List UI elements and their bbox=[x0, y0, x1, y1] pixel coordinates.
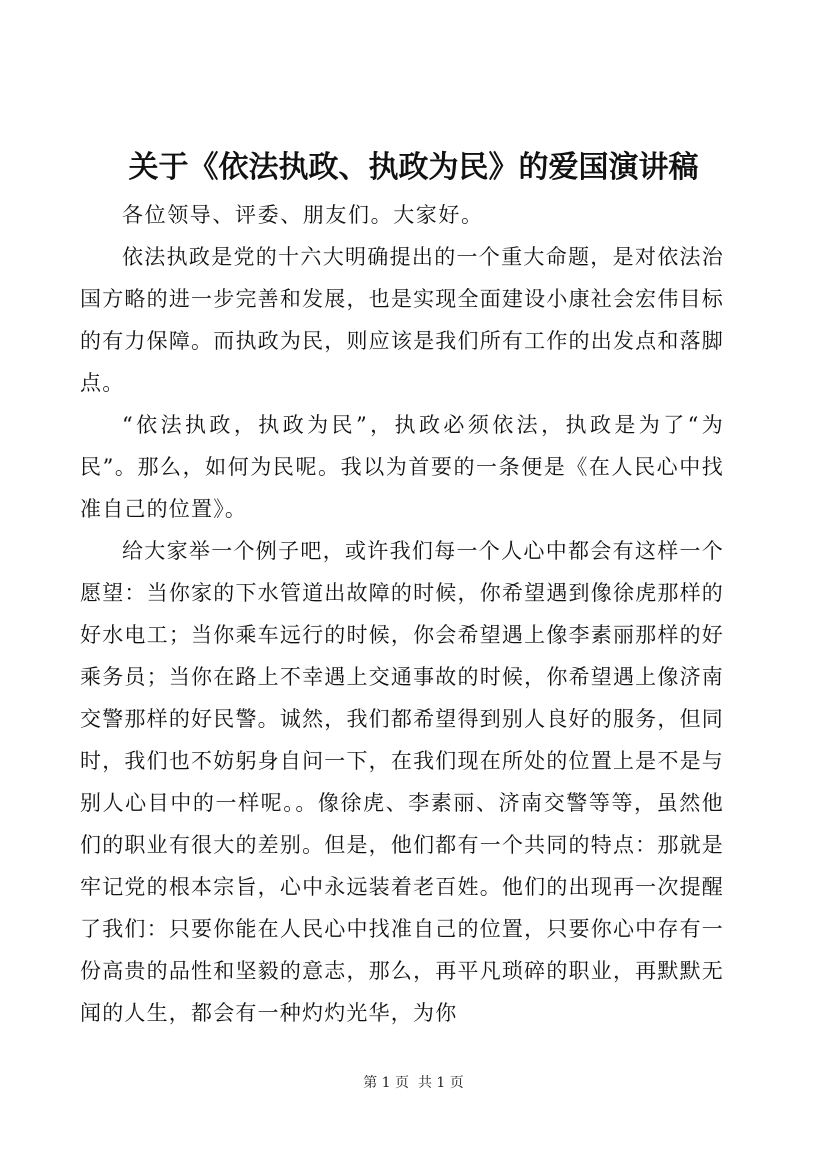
page-footer bbox=[0, 1073, 827, 1093]
document-title: 关于《依法执政、执政为民》的爱国演讲稿 bbox=[128, 150, 699, 185]
paragraph-greeting: 各位领导、评委、朋友们。大家好。 bbox=[122, 203, 484, 227]
page-number-label: 第 1 页 共 1 页 bbox=[363, 1075, 464, 1091]
document-body bbox=[80, 194, 724, 1034]
paragraph-intro: 依法执政是党的十六大明确提出的一个重大命题，是对依法治国方略的进一步完善和发展，也是实现全面建设小康社会宏伟目标的有力保障。而执政为民，则应该是我们所有工作的出发点和落脚点。 bbox=[80, 245, 724, 395]
paragraph-example: 给大家举一个例子吧，或许我们每一个人心中都会有这样一个愿望：当你家的下水管道出故障的时候，你希望遇到像徐虎那样的好水电工；当你乘车远行的时候，你会希望遇上像李素丽那样的好乘务员；当你在路上不幸遇上交通事故的时候，你希望遇上像济南交警那样的好民警。诚然，我们都希望得到别人良好的服务，但同时，我们也不妨躬身自问一下，在我们现在所处的位置上是不是与别人心目中的一样呢。。像徐虎、李素丽、济南交警等等，虽然他们的职业有很大的差别。但是，他们都有一个共同的特点：那就是牢记党的根本宗旨，心中永远装着老百姓。他们的出现再一次提醒了我们：只要你能在人民心中找准自己的位置，只要你心中存有一份高贵的品性和坚毅的意志，那么，再平凡琐碎的职业，再默默无闻的人生，都会有一种灼灼光华，为你 bbox=[80, 539, 724, 1025]
paragraph-how-to-serve: “依法执政，执政为民”，执政必须依法，执政是为了“为民”。那么，如何为民呢。我以为首要的一条便是《在人民心中找准自己的位置》。 bbox=[80, 413, 724, 521]
